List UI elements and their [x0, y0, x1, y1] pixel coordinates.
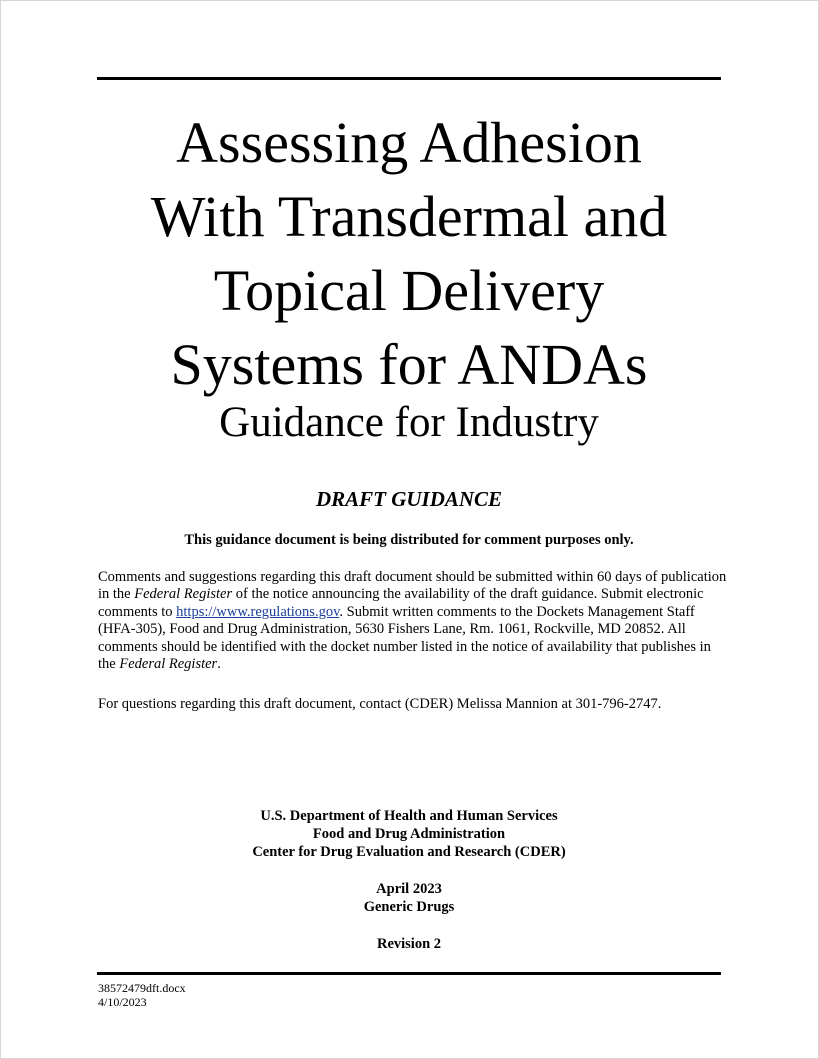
comments-text-2: of the notice announcing the availability of the draft guidance. Submit electronic comments to	[98, 586, 704, 620]
agency-line-department: U.S. Department of Health and Human Services	[260, 808, 558, 824]
federal-register-ref-1: Federal Register	[134, 586, 233, 603]
document-title	[97, 106, 721, 402]
questions-paragraph: For questions regarding this draft document, contact (CDER) Melissa Mannion at 301-796-2747.	[98, 696, 662, 712]
regulations-gov-link[interactable]: https://www.regulations.gov	[176, 603, 340, 620]
title-line-3: Topical Delivery	[213, 258, 605, 323]
document-subtitle: Guidance for Industry	[219, 399, 599, 446]
bottom-rule	[97, 972, 721, 975]
publication-date: April 2023	[376, 881, 442, 897]
federal-register-ref-2: Federal Register	[119, 656, 218, 673]
agency-line-fda: Food and Drug Administration	[312, 826, 506, 842]
distribution-note: This guidance document is being distributed for comment purposes only.	[184, 532, 634, 548]
comments-paragraph	[98, 569, 728, 673]
footer-filename: 38572479dft.docx	[98, 981, 186, 995]
draft-guidance-label: DRAFT GUIDANCE	[315, 487, 503, 511]
comments-text-4: .	[217, 656, 221, 673]
title-line-4: Systems for ANDAs	[170, 332, 648, 397]
comments-text-1: Comments and suggestions regarding this draft document should be submitted within 60 days of publication in the	[98, 569, 727, 603]
footer-date: 4/10/2023	[98, 995, 147, 1009]
agency-line-cder: Center for Drug Evaluation and Research (CDER)	[252, 844, 566, 860]
title-line-2: With Transdermal and	[150, 184, 668, 249]
document-category: Generic Drugs	[363, 899, 455, 915]
title-line-1: Assessing Adhesion	[176, 110, 642, 175]
agency-block	[97, 807, 721, 861]
comments-text-3: . Submit written comments to the Dockets Management Staff (HFA-305), Food and Drug Administration, 5630 Fishers Lane, Rm. 1061, Rockville, MD 20852. All comments should be identified with the docket number listed in the notice of availability that publishes in the	[98, 603, 711, 673]
date-block	[97, 880, 721, 916]
top-rule	[97, 77, 721, 80]
footer	[98, 981, 186, 1009]
revision-label: Revision 2	[376, 936, 442, 952]
